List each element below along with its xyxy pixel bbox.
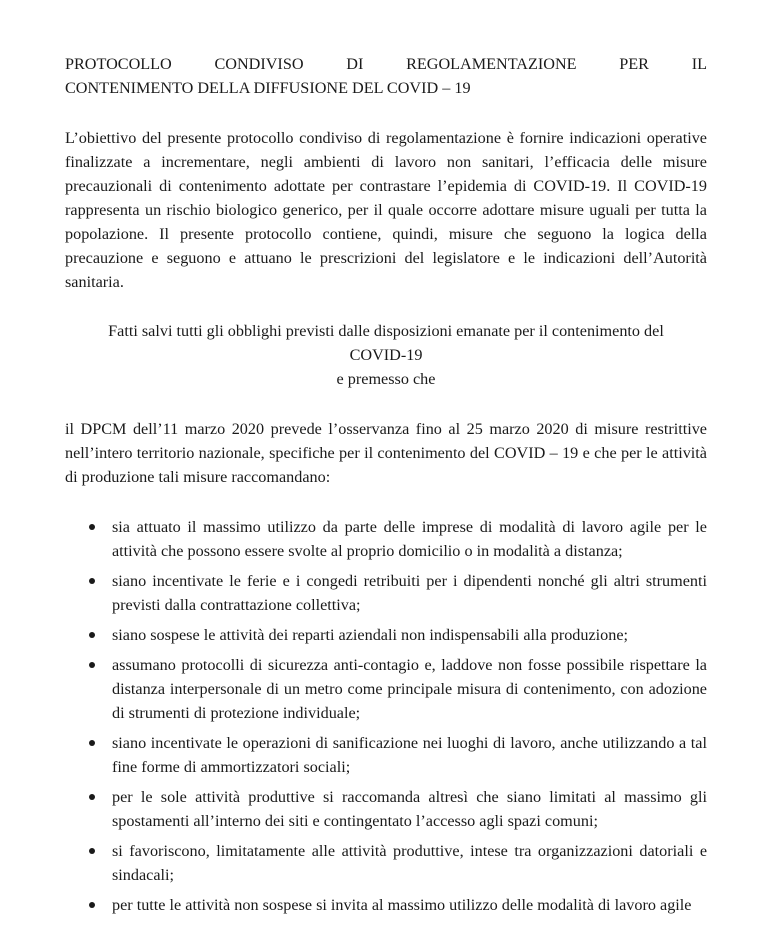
bullet-icon: [89, 848, 95, 854]
premise-block: [65, 319, 707, 391]
list-item: [65, 785, 707, 833]
bullet-icon: [89, 902, 95, 908]
premise-line-3: e premesso che: [336, 370, 436, 388]
list-item-text: si favoriscono, limitatamente alle attività produttive, intese tra organizzazioni datoriali e sindacali;: [112, 842, 707, 884]
document-page: [65, 52, 707, 923]
bullet-icon: [89, 524, 95, 530]
list-item-text: siano incentivate le operazioni di sanificazione nei luoghi di lavoro, anche utilizzando a tal fine forme di ammortizzatori sociali;: [112, 734, 707, 776]
list-item-text: sia attuato il massimo utilizzo da parte delle imprese di modalità di lavoro agile per le attività che possono essere svolte al proprio domicilio o in modalità a distanza;: [112, 518, 707, 560]
list-item: [65, 569, 707, 617]
list-item: [65, 893, 707, 917]
bullet-icon: [89, 578, 95, 584]
list-item: [65, 515, 707, 563]
document-title: [65, 52, 707, 100]
list-item: [65, 731, 707, 779]
bullet-icon: [89, 632, 95, 638]
list-item-text: assumano protocolli di sicurezza anti-contagio e, laddove non fosse possibile rispettare la distanza interpersonale di un metro come principale misura di contenimento, con adozione di strumenti di protezione individuale;: [112, 656, 707, 722]
list-item-text: per le sole attività produttive si raccomanda altresì che siano limitati al massimo gli spostamenti all’interno dei siti e contingentato l’accesso agli spazi comuni;: [112, 788, 707, 830]
list-item-text: siano sospese le attività dei reparti aziendali non indispensabili alla produzione;: [112, 626, 629, 644]
measures-list: [65, 515, 707, 917]
title-line-1: PROTOCOLLO CONDIVISO DI REGOLAMENTAZIONE PER IL: [65, 55, 707, 73]
list-item: [65, 839, 707, 887]
list-item: [65, 623, 707, 647]
intro-paragraph: L’obiettivo del presente protocollo condiviso di regolamentazione è fornire indicazioni operative finalizzate a incrementare, negli ambienti di lavoro non sanitari, l’efficacia delle misure precauzionali di contenimento adottate per contrastare l’epidemia di COVID-19. Il COVID-19 rappresenta un rischio biologico generico, per il quale occorre adottare misure uguali per tutta la popolazione. Il presente protocollo contiene, quindi, misure che seguono la logica della precauzione e seguono e attuano le prescrizioni del legislatore e le indicazioni dell’Autorità sanitaria.: [65, 129, 707, 291]
list-item-text: per tutte le attività non sospese si invita al massimo utilizzo delle modalità di lavoro agile: [112, 896, 692, 914]
list-item-text: siano incentivate le ferie e i congedi retribuiti per i dipendenti nonché gli altri strumenti previsti dalla contrattazione collettiva;: [112, 572, 707, 614]
bullet-icon: [89, 794, 95, 800]
dpcm-paragraph: il DPCM dell’11 marzo 2020 prevede l’osservanza fino al 25 marzo 2020 di misure restrittive nell’intero territorio nazionale, specifiche per il contenimento del COVID – 19 e che per le attività di produzione tali misure raccomandano:: [65, 420, 707, 486]
bullet-icon: [89, 662, 95, 668]
premise-line-1: Fatti salvi tutti gli obblighi previsti dalle disposizioni emanate per il contenimento del: [108, 322, 664, 340]
premise-line-2: COVID-19: [349, 346, 423, 364]
title-line-2: CONTENIMENTO DELLA DIFFUSIONE DEL COVID – 19: [65, 79, 471, 97]
bullet-icon: [89, 740, 95, 746]
list-item: [65, 653, 707, 725]
